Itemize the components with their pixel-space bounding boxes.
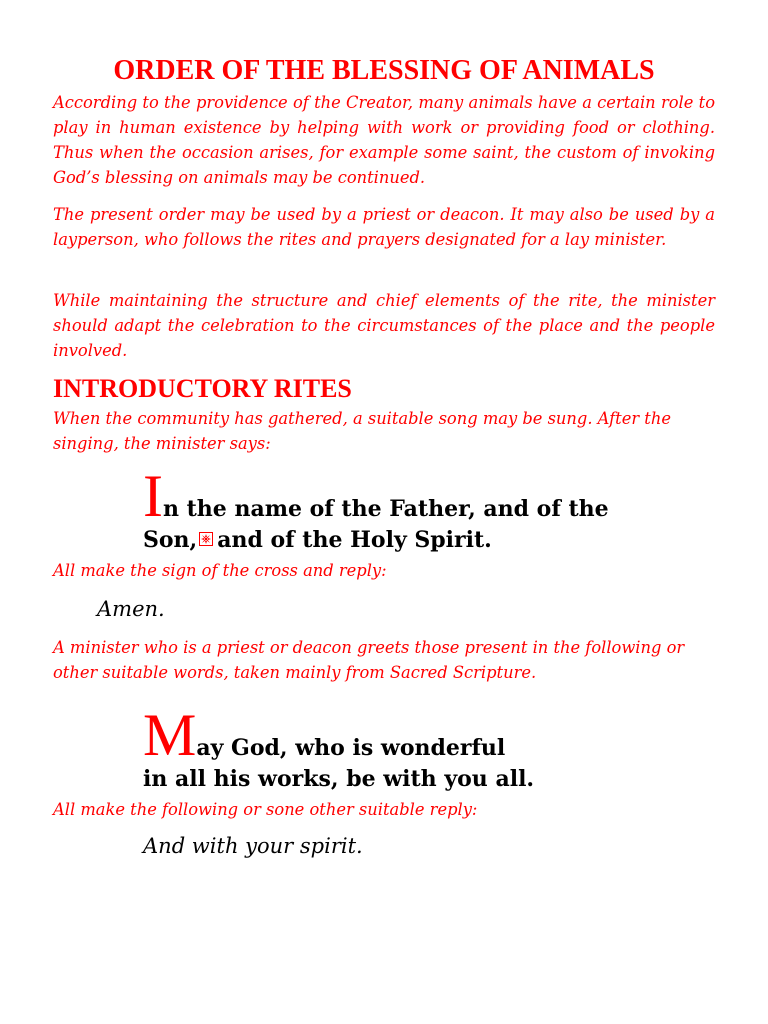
prayer-greeting-line-2: in all his works, be with you all. bbox=[143, 766, 535, 792]
rubric-song: When the community has gathered, a suitable song may be sung. After the singing, the minister says: bbox=[53, 409, 671, 453]
prayer-invocation-line-2 bbox=[143, 525, 609, 556]
prayer-greeting-text-1: ay God, who is wonderful bbox=[196, 735, 506, 761]
intro-paragraph-1: According to the providence of the Creator, many animals have a certain role to play in human existence by helping with work or providing food or clothing. Thus when the occasion arises, for example some saint, the custom of invoking God’s blessing on animals may be continued. bbox=[53, 93, 715, 187]
prayer-invocation-line-1 bbox=[143, 463, 609, 529]
section-heading: INTRODUCTORY RITES bbox=[53, 374, 352, 403]
response-amen: Amen. bbox=[97, 597, 165, 621]
drop-cap: M bbox=[143, 702, 197, 768]
prayer-greeting-line-1 bbox=[143, 702, 534, 768]
rubric-greeting: A minister who is a priest or deacon greets those present in the following or other suitable words, taken mainly from Sacred Scripture. bbox=[53, 638, 685, 682]
prayer-invocation bbox=[143, 463, 609, 556]
document-title: ORDER OF THE BLESSING OF ANIMALS bbox=[113, 55, 655, 86]
intro-paragraph-3: While maintaining the structure and chief elements of the rite, the minister should adapt the celebration to the circumstances of the place and the people involved. bbox=[53, 291, 715, 360]
drop-cap: I bbox=[143, 463, 163, 529]
maltese-cross-icon bbox=[199, 532, 213, 546]
prayer-invocation-text-2a: Son, bbox=[143, 527, 198, 553]
response-and-with-your-spirit: And with your spirit. bbox=[143, 834, 363, 858]
rubric-sign-of-cross: All make the sign of the cross and reply: bbox=[53, 561, 387, 580]
intro-paragraph-2: The present order may be used by a priest or deacon. It may also be used by a layperson, who follows the rites and prayers designated for a lay minister. bbox=[53, 205, 715, 249]
prayer-invocation-text-1: n the name of the Father, and of the bbox=[162, 496, 609, 522]
prayer-invocation-text-2b: and of the Holy Spirit. bbox=[217, 527, 492, 553]
prayer-greeting bbox=[143, 702, 535, 795]
rubric-reply: All make the following or sone other suitable reply: bbox=[53, 800, 478, 819]
